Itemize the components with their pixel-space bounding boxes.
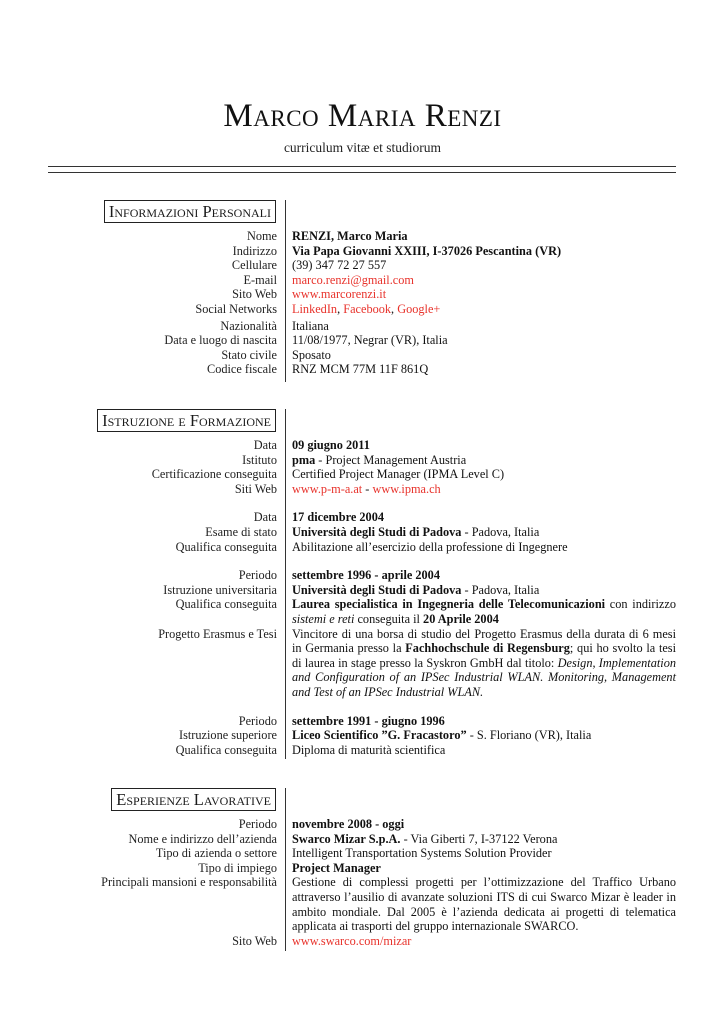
row-nome (48, 229, 676, 244)
label: Periodo (238, 817, 277, 831)
value: Sposato (292, 347, 331, 362)
row-esame (48, 525, 676, 540)
website-link[interactable]: www.marcorenzi.it (292, 287, 387, 302)
value: 09 giugno 2011 (292, 438, 370, 452)
cv-title: Marco Maria Renzi (223, 98, 502, 134)
email-link[interactable]: marco.renzi@gmail.com (292, 272, 414, 287)
header-rule-top (48, 166, 676, 167)
header-rule-bottom (48, 172, 676, 173)
row-sito (48, 287, 676, 302)
cv-subtitle: curriculum vitæ et studiorum (283, 140, 442, 155)
label: Cellulare (231, 258, 277, 273)
row-email (48, 273, 676, 288)
value: Gestione di complessi progetti per l’ottimizzazione del Traffico Urbano attraverso l’ausilio di avanzate soluzioni ITS di cui Swarco Mizar è leader in ambito mondiale. Dal 2005 è l’azienda dedicata ai progetti di telematica applicata ai trasporti del gruppo internazionale SWARCO. (292, 875, 676, 934)
value: conseguita il (354, 611, 424, 626)
value: Italiana (292, 318, 329, 333)
label: Progetto Erasmus e Tesi (158, 626, 277, 641)
label: E-mail (243, 272, 277, 287)
value: - Project Management Austria (315, 452, 467, 467)
label: Qualifica conseguita (175, 597, 277, 612)
value: - Via Giberti 7, I-37122 Verona (400, 831, 558, 846)
row-istituto (48, 453, 676, 468)
label: Periodo (238, 713, 277, 728)
value: Project Manager (292, 860, 381, 875)
label: Qualifica conseguita (175, 539, 277, 554)
label: Certificazione conseguita (151, 467, 277, 482)
label: Nome e indirizzo dell’azienda (128, 831, 277, 846)
label: Data (253, 438, 277, 452)
label: Principali mansioni e responsabilità (101, 875, 277, 890)
row-indirizzo (48, 244, 676, 259)
value-bold: Laurea specialistica in Ingegneria delle Telecomunicazioni (292, 597, 606, 612)
separator: - (362, 481, 373, 496)
value: settembre 1996 - aprile 2004 (292, 568, 440, 583)
label: Sito Web (232, 933, 277, 948)
label: Siti Web (234, 481, 277, 496)
row-siti (48, 482, 676, 497)
row-mansioni (48, 875, 676, 933)
row-cellulare (48, 258, 676, 273)
row-periodo (48, 714, 676, 729)
label: Istruzione superiore (179, 728, 277, 743)
label: Codice fiscale (207, 362, 277, 377)
value: (39) 347 72 27 557 (292, 258, 387, 273)
value: con indirizzo (605, 597, 676, 612)
value-bold: Università degli Studi di Padova (292, 524, 462, 539)
value: settembre 1991 - giugno 1996 (292, 713, 445, 728)
value-italic: sistemi e reti (292, 611, 355, 626)
value-bold: 20 Aprile 2004 (423, 611, 499, 626)
label: Data e luogo di nascita (164, 333, 277, 348)
label: Nazionalità (220, 318, 277, 333)
section-heading-education: Istruzione e Formazione (97, 409, 276, 432)
value: Vincitore di una borsa di studio del Progetto Erasmus della durata di 6 mesi in Germania presso la (292, 626, 676, 656)
label: Esame di stato (205, 524, 277, 539)
row-istruzione (48, 583, 676, 598)
label: Sito Web (232, 287, 277, 302)
value: RNZ MCM 77M 11F 861Q (292, 362, 429, 377)
row-periodo (48, 568, 676, 583)
row-periodo (48, 817, 676, 832)
row-nazionalita (48, 319, 676, 334)
value-bold: pma (292, 452, 316, 467)
section-heading-personal: Informazioni Personali (104, 200, 276, 223)
value-italic: Design, Implementation and Configuration of an IPSec Industrial WLAN. Monitoring, Management and Test of an IPSec Industrial WLAN. (292, 655, 676, 699)
row-qualifica (48, 540, 676, 555)
label: Istruzione universitaria (163, 582, 277, 597)
row-azienda (48, 832, 676, 847)
value: ; qui ho svolto la tesi di laurea in stage presso la Syskron GmbH dal titolo: (292, 641, 677, 670)
value: 17 dicembre 2004 (292, 510, 384, 525)
value-bold: Università degli Studi di Padova (292, 582, 462, 597)
label: Qualifica conseguita (175, 742, 277, 757)
pma-link[interactable]: www.p-m-a.at (292, 481, 363, 496)
google-plus-link[interactable]: Google+ (397, 301, 441, 316)
row-data (48, 438, 676, 453)
separator: , (391, 301, 398, 316)
label: Tipo di azienda o settore (155, 846, 277, 861)
section-heading-work: Esperienze Lavorative (111, 788, 276, 811)
row-qualifica (48, 597, 676, 626)
value: - Padova, Italia (461, 582, 540, 597)
label: Social Networks (195, 301, 277, 316)
value: - S. Floriano (VR), Italia (466, 728, 592, 743)
value: Diploma di maturità scientifica (292, 742, 446, 757)
value: Certified Project Manager (IPMA Level C) (292, 467, 505, 482)
value: Intelligent Transportation Systems Solution Provider (292, 846, 552, 861)
row-qualifica (48, 743, 676, 758)
label: Data (253, 510, 277, 525)
label: Indirizzo (232, 243, 277, 258)
label: Stato civile (221, 347, 277, 362)
value: 11/08/1977, Negrar (VR), Italia (292, 333, 448, 348)
row-stato-civile (48, 348, 676, 363)
value-bold: Fachhochschule di Regensburg (405, 641, 570, 656)
row-nascita (48, 333, 676, 348)
label: Nome (246, 229, 277, 243)
row-codice-fiscale (48, 362, 676, 377)
row-sito (48, 934, 676, 949)
swarco-link[interactable]: www.swarco.com/mizar (292, 933, 412, 948)
label: Periodo (238, 568, 277, 583)
value-bold: Liceo Scientifico ”G. Fracastoro” (292, 728, 467, 743)
ipma-link[interactable]: www.ipma.ch (372, 481, 441, 496)
linkedin-link[interactable]: LinkedIn (292, 301, 338, 316)
label: Tipo di impiego (198, 860, 277, 875)
value-bold: Swarco Mizar S.p.A. (292, 831, 401, 846)
separator: , (337, 301, 344, 316)
value: Abilitazione all’esercizio della professione di Ingegnere (292, 539, 568, 554)
value: novembre 2008 - oggi (292, 817, 405, 831)
row-tipo-impiego (48, 861, 676, 876)
row-data (48, 510, 676, 525)
value: RENZI, Marco Maria (292, 229, 408, 243)
label: Istituto (242, 452, 277, 467)
row-social (48, 302, 676, 317)
row-istruzione (48, 728, 676, 743)
facebook-link[interactable]: Facebook (343, 301, 392, 316)
value: - Padova, Italia (461, 524, 540, 539)
row-erasmus (48, 627, 676, 700)
value: Via Papa Giovanni XXIII, I-37026 Pescantina (VR) (292, 243, 562, 258)
row-certificazione (48, 467, 676, 482)
row-tipo-azienda (48, 846, 676, 861)
